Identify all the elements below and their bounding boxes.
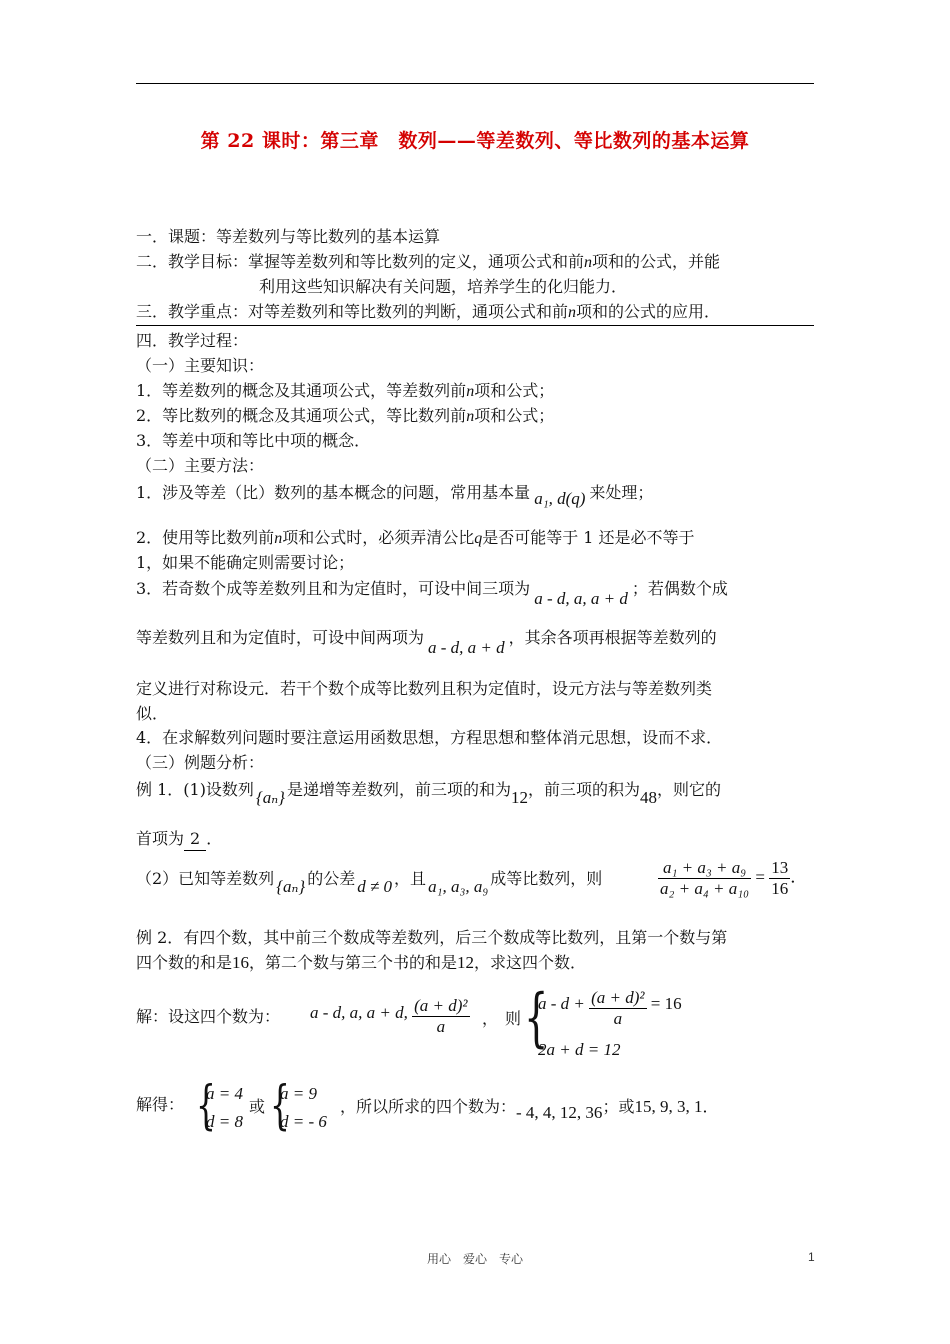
ratio-denominator: a₂ + a₄ + a₁₀ (660, 879, 750, 898)
method-item-2-text-1: 2．使用等比数列前 (136, 528, 275, 547)
section-rule (136, 325, 814, 326)
example-1-line-2 (136, 828, 222, 851)
four-numbers-fraction-num: (a + d)² (414, 996, 468, 1015)
method-item-3-text-1: 3．若奇数个成等差数列且和为定值时，可设中间三项为 (136, 579, 531, 598)
solution-result-text-2: ；或 (602, 1097, 635, 1116)
example-1-text-5: 首项为 (136, 829, 185, 848)
method-item-3-text-3: 等差数列且和为定值时，可设中间两项为 (136, 628, 425, 647)
method-item-2-text-3: 是否可能等于 1 还是必不等于 (482, 528, 695, 547)
solution-result-text-1: ，所以所求的四个数为： (340, 1097, 517, 1116)
key-point-line (136, 301, 720, 324)
n-var: n (274, 530, 283, 547)
example-1-2-text-3: ，且 (394, 869, 427, 888)
final-period: ． (702, 1097, 719, 1116)
system-eq-1-left: a - d + (538, 994, 585, 1014)
objective-line-2: 利用这些知识解决有关问题，培养学生的化归能力． (259, 277, 628, 296)
method-item-2-cont: 1，如果不能确定则需要讨论； (136, 553, 355, 572)
page-footer: 用心 爱心 专心 (426, 1252, 523, 1266)
ratio-period: ． (790, 867, 808, 887)
knowledge-item-1 (136, 380, 554, 403)
basic-quantities-math: a₁, d(q) (534, 489, 586, 508)
method-item-1-text: 1．涉及等差（比）数列的基本概念的问题，常用基本量 (136, 483, 531, 502)
example-1-answer: 2 (184, 828, 206, 851)
example-2-text-1: 四个数的和是 (136, 953, 233, 972)
solution-1-d: d = 8 (206, 1112, 243, 1131)
example-2-text-3: ，求这四个数． (474, 953, 587, 972)
page-title: 第 22 课时：第三章 数列——等差数列、等比数列的基本运算 (200, 130, 750, 152)
system-eq-1-fraction (589, 988, 646, 1029)
solution-comma: ， (482, 1009, 499, 1028)
example-1-text-4: ，则它的 (656, 780, 721, 799)
equals-sign: = (755, 867, 765, 887)
sequence-an-math: {aₙ} (276, 877, 306, 896)
knowledge-item-2-tail: 项和公式； (474, 406, 555, 425)
methods-heading: （二）主要方法： (136, 456, 265, 475)
example-1-2-text-4: 成等比数列，则 (490, 869, 603, 888)
four-numbers-terms: a - d, a, a + d, (310, 1003, 408, 1023)
topic-line: 一．课题：等差数列与等比数列的基本运算 (136, 227, 441, 246)
method-item-3-text-4: ，其余各项再根据等差数列的 (508, 628, 717, 647)
objective-text-2: 项和的公式，并能 (592, 252, 721, 271)
example-1-2-text-2: 的公差 (307, 869, 356, 888)
two-terms-math: a - d, a + d (428, 638, 505, 657)
solution-result-label: 解得： (136, 1095, 185, 1114)
ratio-answer-denominator: 16 (771, 879, 789, 898)
product-value: 48 (639, 788, 657, 807)
knowledge-item-3: 3．等差中项和等比中项的概念． (136, 431, 371, 450)
ratio-numerator: a₁ + a₃ + a₉ (658, 858, 751, 879)
left-brace: { (524, 981, 549, 1055)
four-numbers-fraction-den: a (436, 1017, 446, 1036)
system-eq-1-fraction-den: a (613, 1009, 623, 1028)
example-1-2-text-1: （2）已知等差数列 (136, 869, 275, 888)
sum-value: 12 (510, 788, 528, 807)
sum-16: 16 (232, 953, 250, 972)
nonzero-d-math: d ≠ 0 (357, 877, 393, 896)
solution-intro: 解：设这四个数为： (136, 1007, 281, 1026)
system-eq-1 (538, 988, 682, 1029)
ratio-fraction-body (658, 858, 751, 899)
sum-12: 12 (457, 953, 475, 972)
key-point-text-2: 项和的公式的应用． (576, 302, 721, 321)
page-number: 1 (808, 1250, 815, 1264)
four-numbers-fraction (412, 996, 469, 1037)
method-item-3-text-2: ；若偶数个成 (631, 579, 728, 598)
ratio-answer (769, 858, 790, 899)
example-1-line-1 (136, 779, 721, 807)
method-item-2 (136, 527, 695, 550)
method-item-1-tail: 来处理； (589, 483, 654, 502)
solution-2-a: a = 9 (280, 1084, 317, 1103)
solution-1 (196, 1076, 256, 1138)
system-eq-1-fraction-num: (a + d)² (591, 988, 645, 1007)
n-var: n (466, 383, 475, 400)
knowledge-heading: （一）主要知识： (136, 356, 265, 375)
method-item-3-line-2 (136, 627, 717, 657)
method-item-1 (136, 482, 654, 508)
knowledge-item-1-text: 1．等差数列的概念及其通项公式，等差数列前 (136, 381, 467, 400)
q-var: q (474, 530, 483, 547)
method-item-3 (136, 578, 728, 608)
method-item-3-line-4: 似． (136, 704, 169, 723)
terms-a1-a3-a9: a₁, a₃, a₉ (428, 877, 489, 896)
sequence-an-math: {aₙ} (255, 788, 285, 807)
example-1-period: ． (206, 829, 223, 848)
example-1-part-2 (136, 868, 603, 896)
header-rule (136, 83, 814, 84)
solution-2 (270, 1076, 340, 1138)
key-point-text-1: 三．教学重点：对等差数列和等比数列的判断，通项公式和前 (136, 302, 569, 321)
example-2-line-2 (136, 952, 586, 974)
knowledge-item-1-tail: 项和公式； (474, 381, 555, 400)
answer-set-1: - 4, 4, 12, 36 (516, 1103, 603, 1122)
ratio-answer-numerator: 13 (771, 858, 789, 877)
solution-2-d: d = - 6 (280, 1112, 327, 1131)
examples-heading: （三）例题分析： (136, 753, 265, 772)
n-var: n (568, 304, 577, 321)
n-var: n (584, 254, 593, 271)
three-terms-math: a - d, a, a + d (534, 589, 628, 608)
system-eq-2: 2a + d = 12 (538, 1040, 621, 1059)
example-1-text-3: ，前三项的积为 (527, 780, 640, 799)
n-var: n (466, 408, 475, 425)
objective-line (136, 251, 720, 274)
or-label: 或 (249, 1097, 266, 1116)
solution-then: 则 (505, 1009, 522, 1028)
left-brace: { (270, 1076, 290, 1136)
process-heading: 四．教学过程： (136, 331, 249, 350)
method-item-2-text-2: 项和公式时，必须弄清公比 (282, 528, 475, 547)
example-1-text-2: 是递增等差数列，前三项的和为 (286, 780, 511, 799)
system-eq-1-right: = 16 (650, 994, 682, 1014)
four-numbers-math (310, 996, 470, 1037)
solution-1-a: a = 4 (206, 1084, 243, 1103)
example-2-line-1: 例 2．有四个数，其中前三个数成等差数列，后三个数成等比数列，且第一个数与第 (136, 928, 728, 947)
method-item-4: 4．在求解数列问题时要注意运用函数思想，方程思想和整体消元思想，设而不求． (136, 728, 723, 747)
knowledge-item-2-text: 2．等比数列的概念及其通项公式，等比数列前 (136, 406, 467, 425)
ratio-fraction (658, 858, 807, 899)
left-brace: { (196, 1076, 216, 1136)
example-2-text-2: ，第二个数与第三个书的和是 (249, 953, 458, 972)
objective-text-1: 二．教学目标：掌握等差数列和等比数列的定义，通项公式和前 (136, 252, 585, 271)
solution-result-text (340, 1094, 719, 1122)
example-1-text-1: 例 1．(1)设数列 (136, 780, 254, 799)
knowledge-item-2 (136, 405, 554, 428)
answer-set-2: 15, 9, 3, 1 (634, 1097, 703, 1116)
method-item-3-line-3: 定义进行对称设元．若干个数个成等比数列且积为定值时，设元方法与等差数列类 (136, 679, 713, 698)
